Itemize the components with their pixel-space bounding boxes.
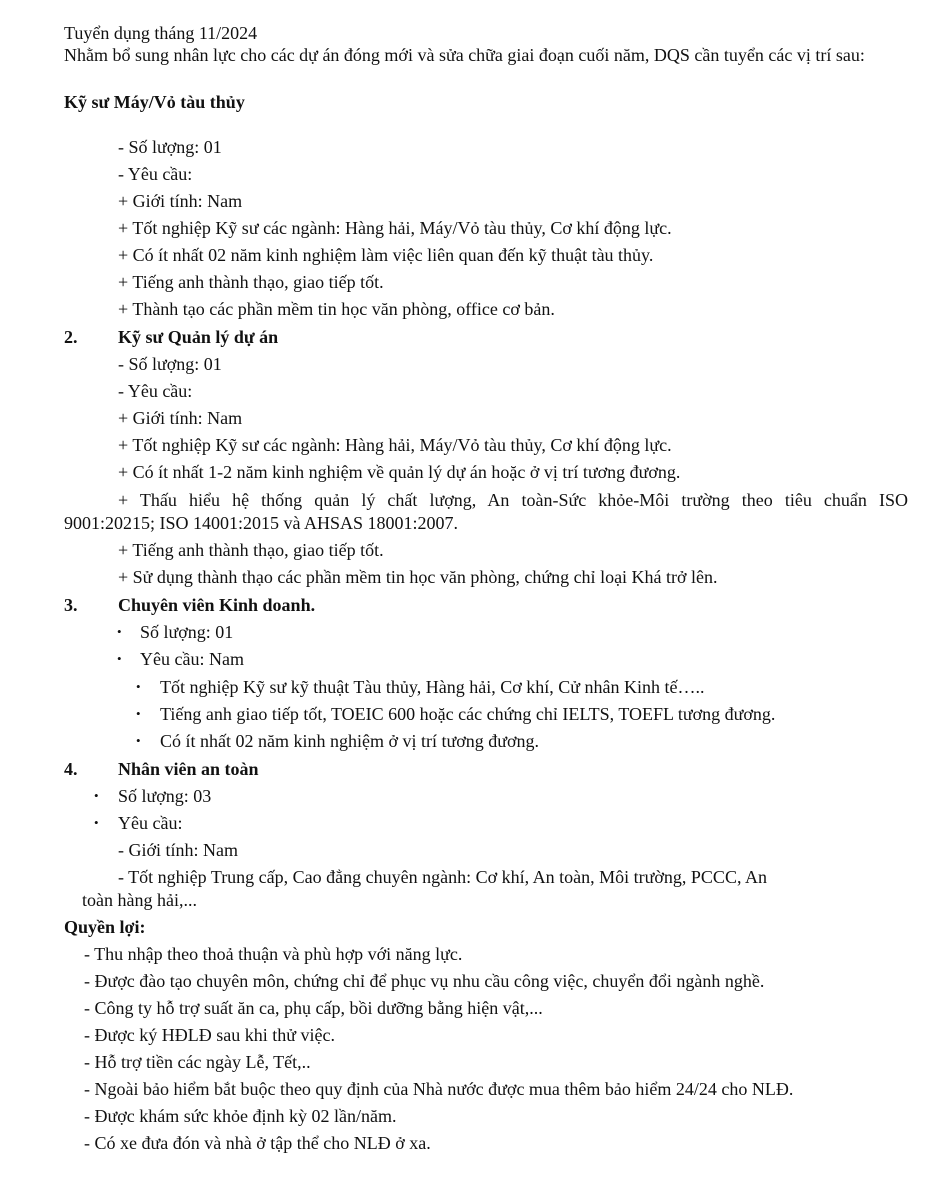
benefit-item: - Được ký HĐLĐ sau khi thử việc.: [84, 1025, 335, 1045]
position-2-line: + Giới tính: Nam: [118, 408, 243, 428]
bullet-glyph: •: [136, 733, 141, 748]
position-3-sub-bullet: Tiếng anh giao tiếp tốt, TOEIC 600 hoặc các chứng chỉ IELTS, TOEFL tương đương.: [160, 704, 776, 724]
position-3-number: 3.: [64, 595, 78, 615]
position-2-number: 2.: [64, 327, 78, 347]
position-2-line: + Có ít nhất 1-2 năm kinh nghiệm về quản lý dự án hoặc ở vị trí tương đương.: [118, 462, 681, 482]
benefit-item: - Hỗ trợ tiền các ngày Lễ, Tết,..: [84, 1052, 311, 1072]
position-2-line-continued: 9001:20215; ISO 14001:2015 và AHSAS 18001:2007.: [64, 513, 459, 533]
bullet-glyph: •: [94, 815, 99, 830]
document-title: Tuyển dụng tháng 11/2024: [64, 23, 258, 43]
position-1-line: + Thành tạo các phần mềm tin học văn phòng, office cơ bản.: [118, 299, 555, 319]
benefits-title: Quyền lợi:: [64, 917, 146, 937]
position-4-bullet: Số lượng: 03: [118, 786, 212, 806]
position-3-bullet: Yêu cầu: Nam: [140, 649, 244, 669]
position-1-title: Kỹ sư Máy/Vỏ tàu thủy: [64, 92, 245, 112]
bullet-glyph: •: [94, 788, 99, 803]
position-2-line: + Tốt nghiệp Kỹ sư các ngành: Hàng hải, Máy/Vỏ tàu thủy, Cơ khí động lực.: [118, 435, 672, 455]
benefit-item: - Được khám sức khỏe định kỳ 02 lần/năm.: [84, 1106, 397, 1126]
benefit-item: - Có xe đưa đón và nhà ở tập thể cho NLĐ ở xa.: [84, 1133, 431, 1153]
position-1-line: + Tiếng anh thành thạo, giao tiếp tốt.: [118, 272, 384, 292]
position-4-line-continued: toàn hàng hải,...: [82, 890, 197, 910]
position-2-title: Kỹ sư Quản lý dự án: [118, 327, 279, 347]
position-3-sub-bullet: Có ít nhất 02 năm kinh nghiệm ở vị trí tương đương.: [160, 731, 540, 751]
position-2-line: + Tiếng anh thành thạo, giao tiếp tốt.: [118, 540, 384, 560]
benefit-item: - Được đào tạo chuyên môn, chứng chỉ để phục vụ nhu cầu công việc, chuyển đổi ngành nghề.: [84, 971, 765, 991]
position-2-line: + Sử dụng thành thạo các phần mềm tin học văn phòng, chứng chỉ loại Khá trở lên.: [118, 567, 718, 587]
position-1-line: + Tốt nghiệp Kỹ sư các ngành: Hàng hải, Máy/Vỏ tàu thủy, Cơ khí động lực.: [118, 218, 672, 238]
position-2-line: - Yêu cầu:: [118, 381, 193, 401]
benefit-item: - Công ty hỗ trợ suất ăn ca, phụ cấp, bồi dưỡng bằng hiện vật,...: [84, 998, 543, 1018]
intro-paragraph: Nhằm bổ sung nhân lực cho các dự án đóng mới và sửa chữa giai đoạn cuối năm, DQS cần tuyển các vị trí sau:: [64, 45, 865, 65]
position-3-title: Chuyên viên Kinh doanh.: [118, 595, 316, 615]
position-3-sub-bullet: Tốt nghiệp Kỹ sư kỹ thuật Tàu thủy, Hàng hải, Cơ khí, Cử nhân Kinh tế…..: [160, 677, 705, 697]
benefit-item: - Ngoài bảo hiểm bắt buộc theo quy định của Nhà nước được mua thêm bảo hiểm 24/24 cho NLĐ.: [84, 1079, 794, 1099]
position-4-line: - Giới tính: Nam: [118, 840, 239, 860]
position-3-bullet: Số lượng: 01: [140, 622, 234, 642]
position-1-line: + Có ít nhất 02 năm kinh nghiệm làm việc liên quan đến kỹ thuật tàu thủy.: [118, 245, 654, 265]
bullet-glyph: •: [136, 706, 141, 721]
position-1-line: - Số lượng: 01: [118, 137, 222, 157]
position-1-line: - Yêu cầu:: [118, 164, 193, 184]
position-4-line: - Tốt nghiệp Trung cấp, Cao đẳng chuyên ngành: Cơ khí, An toàn, Môi trường, PCCC, An: [118, 867, 767, 887]
bullet-glyph: •: [117, 651, 122, 666]
position-4-title: Nhân viên an toàn: [118, 759, 259, 779]
position-4-number: 4.: [64, 759, 78, 779]
position-2-line: - Số lượng: 01: [118, 354, 222, 374]
position-1-line: + Giới tính: Nam: [118, 191, 243, 211]
position-4-bullet: Yêu cầu:: [118, 813, 183, 833]
position-2-line: + Thấu hiểu hệ thống quản lý chất lượng, An toàn-Sức khỏe-Môi trường theo tiêu chuẩn ISO: [118, 490, 908, 510]
bullet-glyph: •: [136, 679, 141, 694]
bullet-glyph: •: [117, 624, 122, 639]
benefit-item: - Thu nhập theo thoả thuận và phù hợp với năng lực.: [84, 944, 463, 964]
